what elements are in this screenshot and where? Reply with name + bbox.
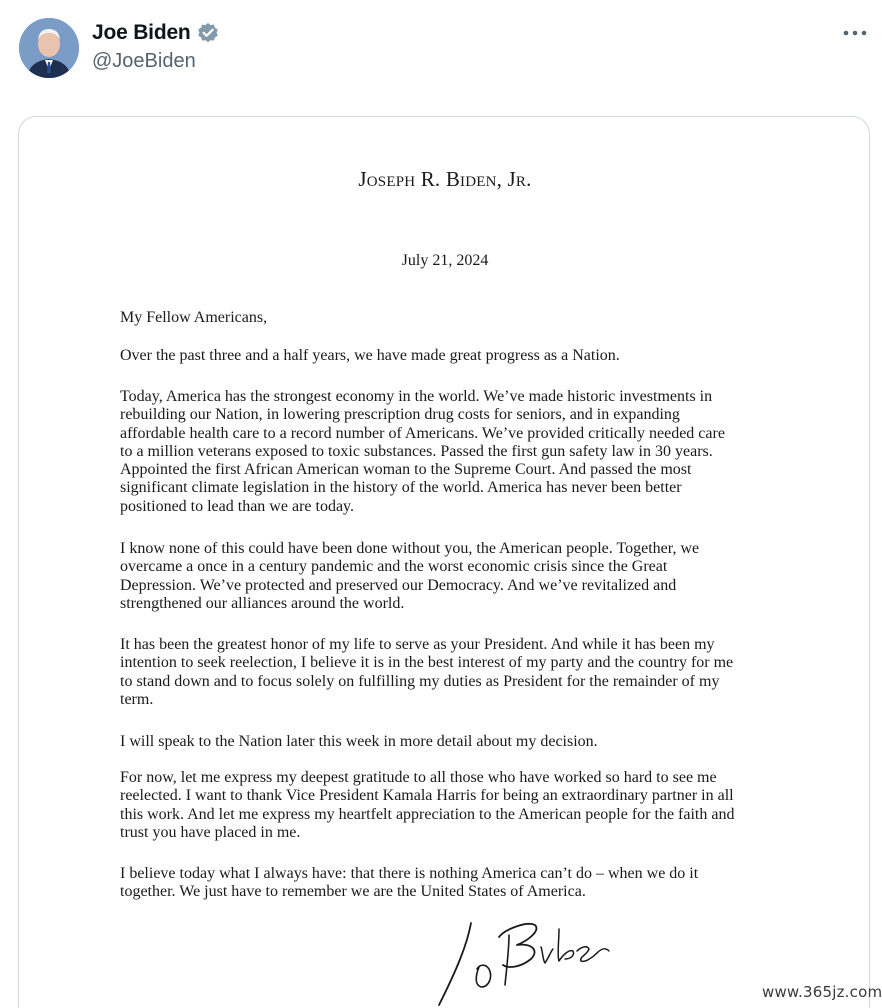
letter-line: Depression. We’ve protected and preserved our Democracy. And we’ve revitalized and (120, 576, 677, 594)
letter-line: positioned to lead than we are today. (120, 497, 354, 515)
tweet-media[interactable] (18, 116, 870, 1008)
display-name[interactable]: Joe Biden (92, 21, 191, 44)
letter-line: intention to seek reelection, I believe it is in the best interest of my party and the country for me (120, 654, 734, 672)
letter-paragraph (120, 769, 780, 842)
letter-line: Appointed the first African American woman to the Supreme Court. And passed the most (120, 461, 692, 479)
letter-line: reelected. I want to thank Vice President Kamala Harris for being an extraordinary partner in all (120, 787, 734, 805)
letter-line: together. We just have to remember we are the United States of America. (120, 883, 586, 901)
watermark-text: www.365jz.com (762, 983, 882, 1001)
letter-line: significant climate legislation in the history of the world. America has never been better (120, 479, 682, 497)
letter-line: Over the past three and a half years, we have made great progress as a Nation. (120, 347, 620, 364)
letter-line: affordable health care to a record number of Americans. We’ve provided critically needed care (120, 424, 725, 442)
tweet-header (0, 0, 882, 100)
letter-line: rebuilding our Nation, in lowering prescription drug costs for seniors, and in expanding (120, 406, 680, 424)
letter-paragraph (120, 636, 780, 709)
letter-line: to a million veterans exposed to toxic substances. Passed the first gun safety law in 30 years. (120, 442, 713, 460)
letter-paragraph (120, 540, 780, 613)
letter-line: I know none of this could have been done without you, the American people. Together, we (120, 540, 700, 557)
handwritten-signature (409, 907, 629, 1008)
letter-date: July 21, 2024 (401, 252, 489, 269)
letter-line: strengthened our alliances around the world. (120, 594, 405, 612)
letter-line: Today, America has the strongest economy in the world. We’ve made historic investments in (120, 388, 713, 405)
more-options-icon (842, 28, 868, 38)
letter-line: It has been the greatest honor of my life to serve as your President. And while it has been my (120, 636, 715, 653)
letter-paragraph (120, 865, 780, 902)
letter-line: term. (120, 690, 154, 708)
verified-badge-icon (197, 22, 219, 44)
letter-image (19, 117, 870, 1008)
letter-line: to stand down and to focus solely on fulfilling my duties as President for the remainder of my (120, 672, 720, 690)
letter-line: I will speak to the Nation later this week in more detail about my decision. (120, 733, 598, 750)
letter-line: this work. And let me express my heartfelt appreciation to the American people for the faith and (120, 805, 735, 823)
letter-line: I believe today what I always have: that there is nothing America can’t do – when we do it (120, 865, 699, 882)
letter-line: overcame a once in a century pandemic and the worst economic crisis since the Great (120, 558, 668, 576)
letter-paragraph (120, 347, 780, 365)
avatar[interactable] (19, 18, 79, 78)
avatar-photo-icon (19, 18, 79, 78)
name-row (92, 18, 219, 48)
letterhead: Joseph R. Biden, Jr. (358, 167, 532, 191)
letter-line: For now, let me express my deepest gratitude to all those who have worked so hard to see me (120, 769, 717, 786)
letter-line: trust you have placed in me. (120, 823, 301, 841)
user-handle[interactable]: @JoeBiden (92, 50, 196, 72)
letter-paragraph (120, 733, 780, 751)
letter-salutation: My Fellow Americans, (120, 309, 268, 326)
more-options-button[interactable] (838, 20, 872, 46)
letter-paragraph (120, 388, 780, 516)
